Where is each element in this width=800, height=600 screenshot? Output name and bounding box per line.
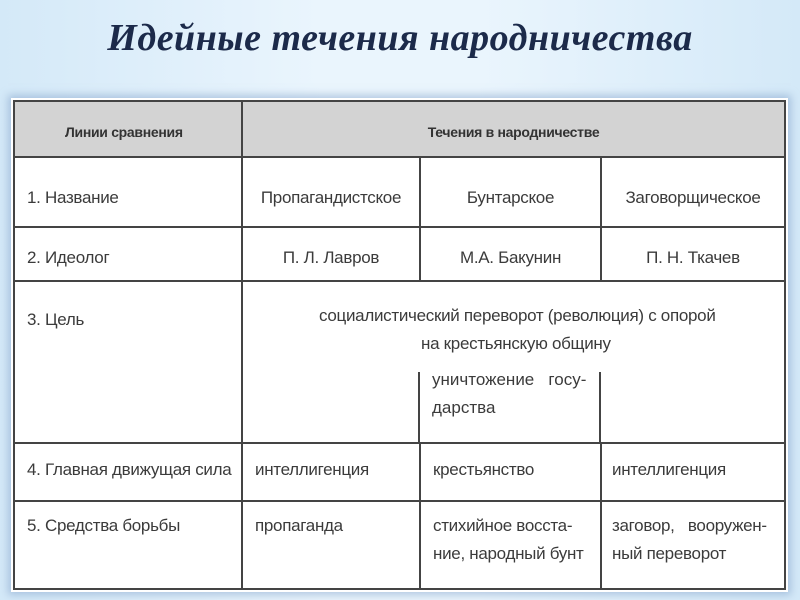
header-cell-comparison-lines — [13, 100, 243, 158]
cell-name-tkachev — [600, 156, 786, 228]
goal-text-line1: социалистический переворот (революция) с опорой — [319, 306, 716, 325]
header-label: Линии сравнения — [65, 124, 183, 140]
header-cell-currents — [241, 100, 786, 158]
cell-text: Пропагандистское — [260, 188, 402, 207]
cell-text: М.А. Бакунин — [459, 248, 562, 267]
row-label: 1. Название — [27, 188, 119, 207]
row-label: 5. Средства борьбы — [27, 516, 180, 535]
header-label: Течения в народничестве — [427, 124, 600, 140]
cell-text: интеллигенция — [255, 460, 369, 479]
row-label: 2. Идеолог — [27, 248, 110, 267]
cell-name-lavrov — [241, 156, 421, 228]
page-title: Идейные течения народничества — [107, 17, 693, 59]
cell-force-lavrov — [241, 442, 421, 502]
goal-bakunin-line2: дарства — [432, 398, 496, 417]
row-label-driving-force — [13, 442, 243, 502]
cell-goal-merged — [241, 280, 786, 444]
cell-text: Бунтарское — [466, 188, 555, 207]
row-label-goal — [13, 280, 243, 444]
cell-ideologist-tkachev — [600, 226, 786, 282]
cell-text-line2: ный переворот — [612, 544, 727, 563]
cell-means-lavrov — [241, 500, 421, 590]
cell-text-line1: стихийное восста- — [433, 516, 573, 535]
cell-text: крестьянство — [433, 460, 535, 479]
cell-force-bakunin — [419, 442, 602, 502]
cell-text: П. Н. Ткачев — [646, 248, 740, 267]
goal-divider-right — [599, 372, 601, 444]
cell-text-line2: ние, народный бунт — [433, 544, 584, 563]
cell-text: интеллигенция — [612, 460, 726, 479]
row-label-means — [13, 500, 243, 590]
row-label: 4. Главная движущая сила — [27, 460, 232, 479]
cell-text: пропаганда — [255, 516, 343, 535]
row-label: 3. Цель — [27, 310, 85, 329]
cell-means-tkachev — [600, 500, 786, 590]
comparison-table — [11, 98, 788, 592]
goal-bakunin-line1: уничтожение госу- — [432, 370, 587, 389]
cell-text: Заговорщическое — [625, 188, 761, 207]
cell-name-bakunin — [419, 156, 602, 228]
row-label-ideologist — [13, 226, 243, 282]
row-label-name — [13, 156, 243, 228]
cell-text: П. Л. Лавров — [282, 248, 380, 267]
goal-divider-left — [418, 372, 420, 444]
cell-force-tkachev — [600, 442, 786, 502]
goal-text-line2: на крестьянскую общину — [421, 334, 611, 353]
cell-text-line1: заговор, вооружен- — [612, 516, 767, 535]
cell-ideologist-bakunin — [419, 226, 602, 282]
cell-ideologist-lavrov — [241, 226, 421, 282]
cell-means-bakunin — [419, 500, 602, 590]
